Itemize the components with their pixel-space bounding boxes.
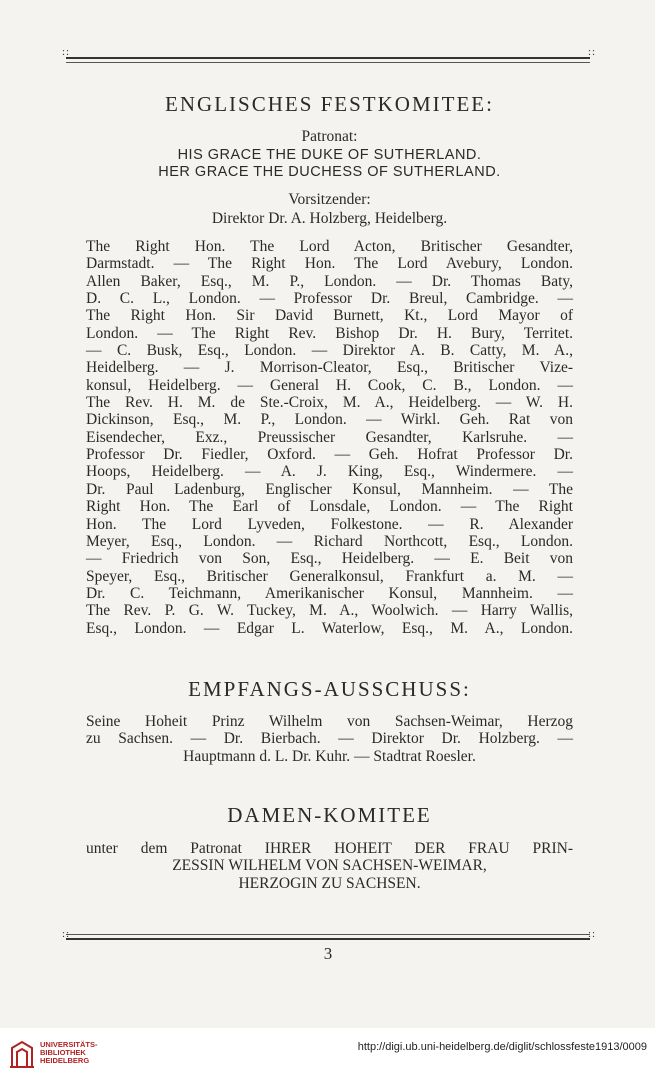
members-line: Dr. C. Teichmann, Amerikanischer Konsul, Mannheim. — — [86, 584, 573, 602]
ladies-line: HERZOGIN ZU SACHSEN. — [238, 874, 421, 892]
ladies-line: ZESSIN WILHELM VON SACHSEN-WEIMAR, — [172, 857, 487, 875]
members-paragraph — [86, 238, 573, 637]
members-line: konsul, Heidelberg. — General H. Cook, C. B., London. — — [86, 376, 573, 394]
members-line: The Right Hon. The Lord Acton, Britischer Gesandter, — [86, 238, 573, 255]
members-line: The Rev. P. G. W. Tuckey, M. A., Woolwich. — Harry Wallis, — [86, 602, 573, 620]
members-line: Right Hon. The Earl of Lonsdale, London. — The Right — [86, 498, 573, 516]
patronat-label: Patronat: — [301, 128, 358, 145]
members-line: Darmstadt. — The Right Hon. The Lord Avebury, London. — [86, 255, 573, 273]
corner-ornament-bottom-left: :: — [62, 928, 71, 940]
university-library-logo-icon — [8, 1038, 36, 1070]
patron-line: HIS GRACE THE DUKE OF SUTHERLAND. — [177, 147, 482, 163]
page-content — [86, 92, 573, 892]
chair-label: Vorsitzender: — [288, 191, 371, 208]
members-line: Esq., London. — Edgar L. Waterlow, Esq., M. A., London. — [86, 619, 573, 637]
ladies-line: unter dem Patronat IHRER HOHEIT DER FRAU PRIN- — [86, 839, 573, 857]
section-heading: EMPFANGS-AUSSCHUSS: — [188, 676, 471, 701]
members-line: Dr. Paul Ladenburg, Englischer Konsul, Mannheim. — The — [86, 480, 573, 498]
library-name-line: UNIVERSITÄTS- — [40, 1040, 98, 1049]
top-frame-rule — [66, 57, 590, 59]
reception-line: Seine Hoheit Prinz Wilhelm von Sachsen-Weimar, Herzog — [86, 712, 573, 730]
members-line: The Rev. H. M. de Ste.-Croix, M. A., Heidelberg. — W. H. — [86, 394, 573, 412]
section-heading: ENGLISCHES FESTKOMITEE: — [165, 92, 494, 116]
corner-ornament-top-right: :: — [588, 46, 597, 58]
corner-ornament-top-left: :: — [62, 46, 71, 58]
members-line: — Friedrich von Son, Esq., Heidelberg. — E. Beit von — [86, 550, 573, 568]
library-name-line: BIBLIOTHEK — [40, 1048, 86, 1057]
patron-line: HER GRACE THE DUCHESS OF SUTHERLAND. — [158, 164, 501, 180]
empfangs-ausschuss-section — [86, 677, 573, 702]
englisches-festkomitee-section — [86, 92, 573, 227]
library-name — [40, 1041, 98, 1065]
members-line: D. C. L., London. — Professor Dr. Breul, Cambridge. — — [86, 290, 573, 308]
source-url-link[interactable]: http://digi.ub.uni-heidelberg.de/diglit/schlossfeste1913/0009 — [357, 1041, 647, 1053]
corner-ornament-bottom-right: :: — [588, 928, 597, 940]
reception-paragraph — [86, 713, 573, 765]
reception-line: Hauptmann d. L. Dr. Kuhr. — Stadtrat Roesler. — [183, 747, 476, 765]
members-line: — C. Busk, Esq., London. — Direktor A. B. Catty, M. A., — [86, 342, 573, 360]
library-name-line: HEIDELBERG — [40, 1056, 90, 1065]
bottom-frame-rule — [66, 938, 590, 940]
section-heading: DAMEN-KOMITEE — [227, 802, 432, 827]
ladies-committee-paragraph — [86, 840, 573, 892]
members-line: Hoops, Heidelberg. — A. J. King, Esq., Windermere. — — [86, 463, 573, 481]
members-line: Speyer, Esq., Britischer Generalkonsul, Frankfurt a. M. — — [86, 567, 573, 585]
reception-line: zu Sachsen. — Dr. Bierbach. — Direktor Dr. Holzberg. — — [86, 730, 573, 748]
chair-name: Direktor Dr. A. Holzberg, Heidelberg. — [211, 210, 448, 227]
members-line: Dickinson, Esq., M. P., London. — Wirkl. Geh. Rat von — [86, 411, 573, 429]
members-line: London. — The Right Rev. Bishop Dr. H. Bury, Territet. — [86, 324, 573, 342]
page-number: 3 — [323, 944, 333, 963]
members-line: Heidelberg. — J. Morrison-Cleator, Esq., Britischer Vize- — [86, 359, 573, 377]
members-line: Meyer, Esq., London. — Richard Northcott, Esq., London. — [86, 532, 573, 550]
members-line: Hon. The Lord Lyveden, Folkestone. — R. Alexander — [86, 515, 573, 533]
members-line: Professor Dr. Fiedler, Oxford. — Geh. Hofrat Professor Dr. — [86, 446, 573, 464]
damen-komitee-section — [86, 803, 573, 828]
members-line: Eisendecher, Exz., Preussischer Gesandter, Karlsruhe. — — [86, 428, 573, 446]
members-line: Allen Baker, Esq., M. P., London. — Dr. Thomas Baty, — [86, 272, 573, 290]
members-line: The Right Hon. Sir David Burnett, Kt., Lord Mayor of — [86, 307, 573, 325]
